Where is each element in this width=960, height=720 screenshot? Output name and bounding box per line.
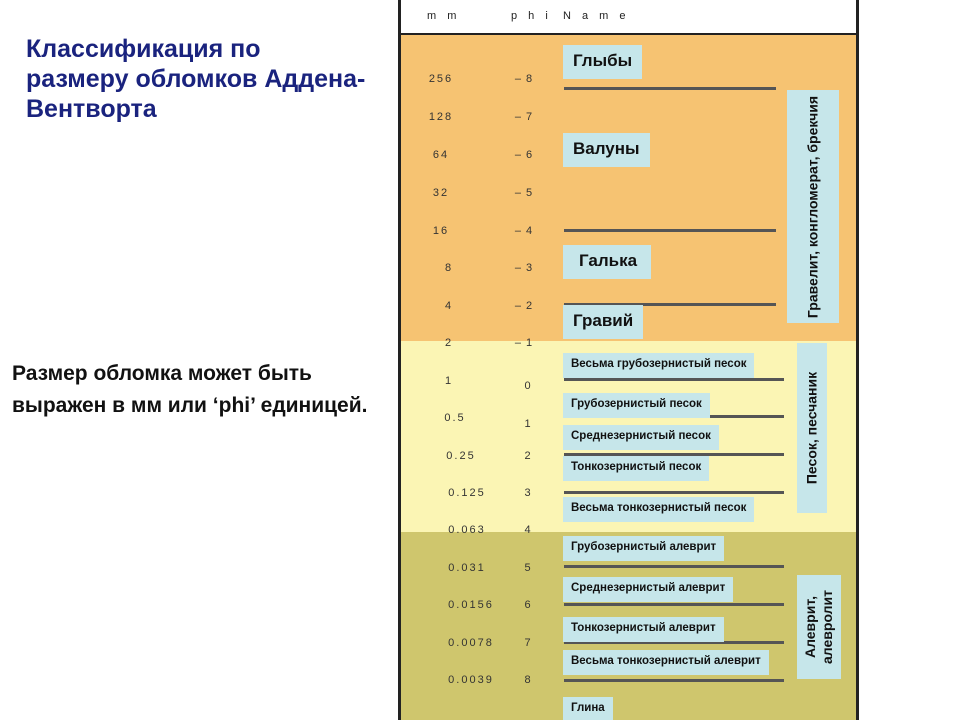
phi-value: 3 <box>524 487 532 499</box>
phi-value: 5 <box>524 562 532 574</box>
group-label-sand-text: Песок, песчаник <box>803 371 820 485</box>
mm-value: 1 <box>444 375 454 387</box>
phi-value: – 2 <box>514 300 534 312</box>
group-label-gravel <box>787 90 839 323</box>
boundary-line <box>564 229 776 232</box>
group-label-silt <box>797 575 841 679</box>
column-header-name: N a m e <box>563 10 630 22</box>
boundary-line <box>564 565 784 568</box>
phi-value: – 3 <box>514 262 534 274</box>
phi-value: – 1 <box>514 337 534 349</box>
explanation-text: Размер обломка может быть выражен в мм или ‘phi’ единицей. <box>12 362 368 417</box>
mm-value: 0.063 <box>448 524 486 536</box>
mm-value: 128 <box>428 111 454 123</box>
name-label: Среднезернистый песок <box>563 425 719 450</box>
grain-size-table <box>398 0 859 720</box>
phi-value: – 8 <box>514 73 534 85</box>
phi-value: 4 <box>524 524 532 536</box>
name-label: Грубозернистый песок <box>563 393 710 418</box>
name-label: Весьма тонкозернистый песок <box>563 497 754 522</box>
mm-value: 16 <box>432 225 450 237</box>
group-label-gravel-text: Гравелит, конгломерат, брекчия <box>804 95 821 318</box>
column-header-phi: p h i <box>511 10 552 22</box>
name-label: Тонкозернистый песок <box>563 456 709 481</box>
name-label: Среднезернистый алеврит <box>563 577 733 602</box>
mm-value: 0.0078 <box>448 637 494 649</box>
name-label: Тонкозернистый алеврит <box>563 617 724 642</box>
boundary-line <box>564 603 784 606</box>
phi-value: 1 <box>524 418 532 430</box>
mm-value: 0.5 <box>444 412 466 424</box>
column-header-mm: m m <box>427 10 461 22</box>
phi-value: 8 <box>524 674 532 686</box>
slide-title: Классификация по размеру обломков Аддена-Вентворта <box>26 35 366 123</box>
name-label: Валуны <box>563 133 650 167</box>
header-divider <box>401 33 856 35</box>
mm-value: 256 <box>428 73 454 85</box>
phi-value: 2 <box>524 450 532 462</box>
phi-value: – 4 <box>514 225 534 237</box>
group-label-silt-text: Алеврит, алевролит <box>802 590 835 664</box>
boundary-line <box>564 378 784 381</box>
name-label: Галька <box>563 245 651 279</box>
phi-value: – 6 <box>514 149 534 161</box>
boundary-line <box>564 679 784 682</box>
phi-value: – 5 <box>514 187 534 199</box>
boundary-line <box>564 491 784 494</box>
mm-value: 0.0039 <box>448 674 494 686</box>
name-label: Весьма грубозернистый песок <box>563 353 754 378</box>
mm-value: 0.0156 <box>448 599 494 611</box>
name-label: Глина <box>563 697 613 720</box>
boundary-line <box>564 87 776 90</box>
name-label: Глыбы <box>563 45 642 79</box>
mm-value: 0.25 <box>446 450 476 462</box>
group-label-sand <box>797 343 827 513</box>
phi-value: – 7 <box>514 111 534 123</box>
name-label: Гравий <box>563 305 643 339</box>
phi-value: 6 <box>524 599 532 611</box>
phi-value: 7 <box>524 637 532 649</box>
mm-value: 0.125 <box>448 487 486 499</box>
mm-value: 8 <box>444 262 454 274</box>
name-label: Весьма тонкозернистый алеврит <box>563 650 769 675</box>
mm-value: 2 <box>444 337 454 349</box>
name-label: Грубозернистый алеврит <box>563 536 724 561</box>
mm-value: 0.031 <box>448 562 486 574</box>
phi-value: 0 <box>524 380 532 392</box>
mm-value: 64 <box>432 149 450 161</box>
mm-value: 4 <box>444 300 454 312</box>
mm-value: 32 <box>432 187 450 199</box>
